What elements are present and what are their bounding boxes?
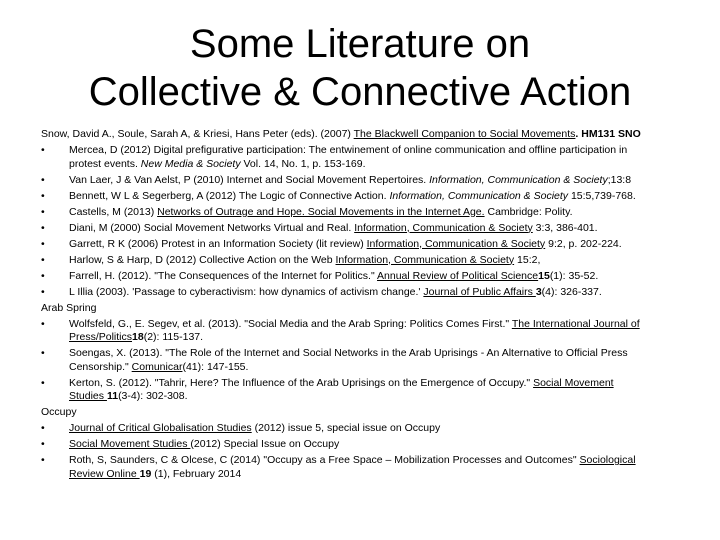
ref-text: Harlow, S & Harp, D (2012) Collective Action on the Web	[69, 253, 336, 266]
ref-link[interactable]: Social Movement	[533, 376, 614, 389]
ref-link[interactable]: Social Movement Studies	[69, 438, 191, 450]
ref-text: (4): 326-337.	[541, 285, 602, 298]
reference-castells	[41, 206, 681, 220]
ref-link[interactable]: Information, Communication & Society	[335, 253, 515, 266]
ref-text: 9:2, p. 202-224.	[545, 237, 622, 250]
bullet: •	[41, 253, 45, 266]
ref-link[interactable]: The International Journal of	[511, 317, 640, 330]
ref-text: Vol. 14, No. 1, p. 153-169.	[240, 157, 366, 170]
ref-volume: 19	[139, 467, 152, 480]
ref-volume: 15	[538, 269, 550, 282]
ref-text: Wolfsfeld, G., E. Segev, et al. (2013). "Social Media and the Arab Spring: Politics Comes First."	[69, 317, 512, 330]
ref-link[interactable]: Comunicar	[131, 360, 183, 373]
reference-list	[41, 128, 681, 484]
bullet: •	[41, 317, 45, 330]
reference-harlow	[41, 254, 681, 268]
ref-line-1	[69, 318, 681, 332]
ref-text: (41): 147-155.	[182, 360, 249, 373]
reference-sms	[41, 438, 681, 452]
reference-diani	[41, 222, 681, 236]
ref-text: (1), February 2014	[151, 467, 242, 480]
ref-line-2	[69, 390, 681, 404]
ref-journal: Information, Communication & Society	[429, 173, 608, 186]
ref-link[interactable]: Information, Communication & Society	[354, 221, 533, 234]
ref-text: (2012) issue 5, special issue on Occupy	[251, 422, 441, 434]
ref-title: The Blackwell Companion to Social Movements	[353, 128, 576, 140]
ref-link[interactable]: Journal of Public Affairs	[423, 285, 536, 298]
ref-volume: 3	[535, 285, 542, 298]
reference-roth	[41, 454, 681, 481]
ref-text: Castells, M (2013)	[69, 205, 158, 218]
ref-text: L Illia (2003). 'Passage to cyberactivism: how dynamics of activism change.'	[69, 285, 424, 298]
ref-line-1	[69, 454, 681, 468]
bullet: •	[41, 205, 45, 218]
ref-journal: Information, Communication & Society	[389, 189, 569, 202]
ref-text: Cambridge: Polity.	[484, 205, 573, 218]
ref-journal: New Media & Society	[140, 157, 241, 170]
ref-link[interactable]: Press/Politics	[69, 331, 133, 343]
reference-jcgs	[41, 422, 681, 436]
ref-text: Van Laer, J & Van Aelst, P (2010) Internet and Social Movement Repertoires.	[69, 173, 430, 186]
ref-text: Mercea, D (2012) Digital prefigurative participation: The entwinement of online communication and offline participation in	[69, 144, 628, 156]
bullet: •	[41, 347, 45, 359]
section-heading-occupy: Occupy	[41, 406, 77, 418]
bullet: •	[41, 221, 45, 234]
ref-text: Bennett, W L & Segerberg, A (2012) The Logic of Connective Action.	[69, 189, 390, 202]
bullet: •	[41, 376, 45, 389]
reference-mercea	[41, 144, 681, 171]
ref-link[interactable]: Sociological	[579, 454, 636, 466]
reference-farrell	[41, 270, 681, 284]
reference-soengas	[41, 347, 681, 374]
bullet: •	[41, 269, 45, 282]
reference-snow	[41, 128, 681, 142]
title-line-2: Collective & Connective Action	[88, 70, 632, 114]
ref-text: Diani, M (2000) Social Movement Networks Virtual and Real.	[69, 221, 355, 234]
ref-text: (2): 115-137.	[143, 331, 204, 343]
ref-text: protest events.	[69, 157, 141, 170]
ref-line-2	[69, 158, 681, 172]
ref-line-2	[69, 331, 681, 345]
reference-illia	[41, 286, 681, 300]
ref-text: Soengas, X. (2013). "The Role of the Internet and Social Networks in the Arab Uprisings - An Alternative to Official Press	[69, 347, 628, 359]
reference-wolfsfeld	[41, 318, 681, 345]
ref-text: 15:5,739-768.	[568, 189, 636, 202]
ref-link[interactable]: Annual Review of Political Science	[377, 269, 539, 282]
bullet: •	[41, 285, 45, 298]
ref-text: 15:2,	[514, 253, 541, 266]
ref-line-1	[69, 377, 681, 391]
bullet: •	[41, 189, 45, 202]
ref-text: (3-4): 302-308.	[118, 390, 188, 402]
ref-link[interactable]: Journal of Critical Globalisation Studies	[69, 422, 252, 434]
bullet: •	[41, 237, 45, 250]
bullet: •	[41, 173, 45, 186]
bullet: •	[41, 422, 45, 434]
ref-line-2	[69, 468, 681, 482]
ref-text: Snow, David A., Soule, Sarah A, & Kriesi, Hans Peter (eds). (2007)	[41, 128, 354, 140]
ref-line-2	[69, 361, 681, 375]
ref-shelfmark: . HM131 SNO	[575, 128, 641, 140]
reference-vanlaer	[41, 174, 681, 188]
ref-volume: 11	[106, 390, 119, 402]
ref-link[interactable]: Review Online	[69, 467, 140, 480]
ref-link[interactable]: Information, Communication & Society	[366, 237, 546, 250]
ref-text: Censorship."	[69, 360, 132, 373]
bullet: •	[41, 144, 45, 156]
ref-text: Farrell, H. (2012). "The Consequences of the Internet for Politics."	[69, 269, 378, 282]
reference-kerton	[41, 377, 681, 404]
reference-bennett	[41, 190, 681, 204]
ref-text: Kerton, S. (2012). "Tahrir, Here? The Influence of the Arab Uprisings on the Emergence of Occupy."	[69, 376, 534, 389]
ref-volume: 18	[132, 331, 144, 343]
bullet: •	[41, 454, 45, 466]
ref-text: Roth, S, Saunders, C & Olcese, C (2014) "Occupy as a Free Space – Mobilization Processes and Outcomes"	[69, 454, 580, 466]
section-heading-arab-spring: Arab Spring	[41, 301, 97, 314]
ref-text: (2012) Special Issue on Occupy	[190, 438, 340, 450]
bullet: •	[41, 438, 45, 450]
ref-text: 3:3, 386-401.	[532, 221, 598, 234]
slide-title	[0, 20, 720, 116]
ref-text: ;13:8	[607, 173, 632, 186]
ref-link[interactable]: Networks of Outrage and Hope. Social Movements in the Internet Age.	[157, 205, 485, 218]
ref-text: Garrett, R K (2006) Protest in an Information Society (lit review)	[69, 237, 367, 250]
ref-text: (1): 35-52.	[549, 269, 599, 282]
title-line-1: Some Literature on	[189, 22, 531, 66]
ref-link[interactable]: Studies	[69, 390, 107, 402]
reference-garrett	[41, 238, 681, 252]
